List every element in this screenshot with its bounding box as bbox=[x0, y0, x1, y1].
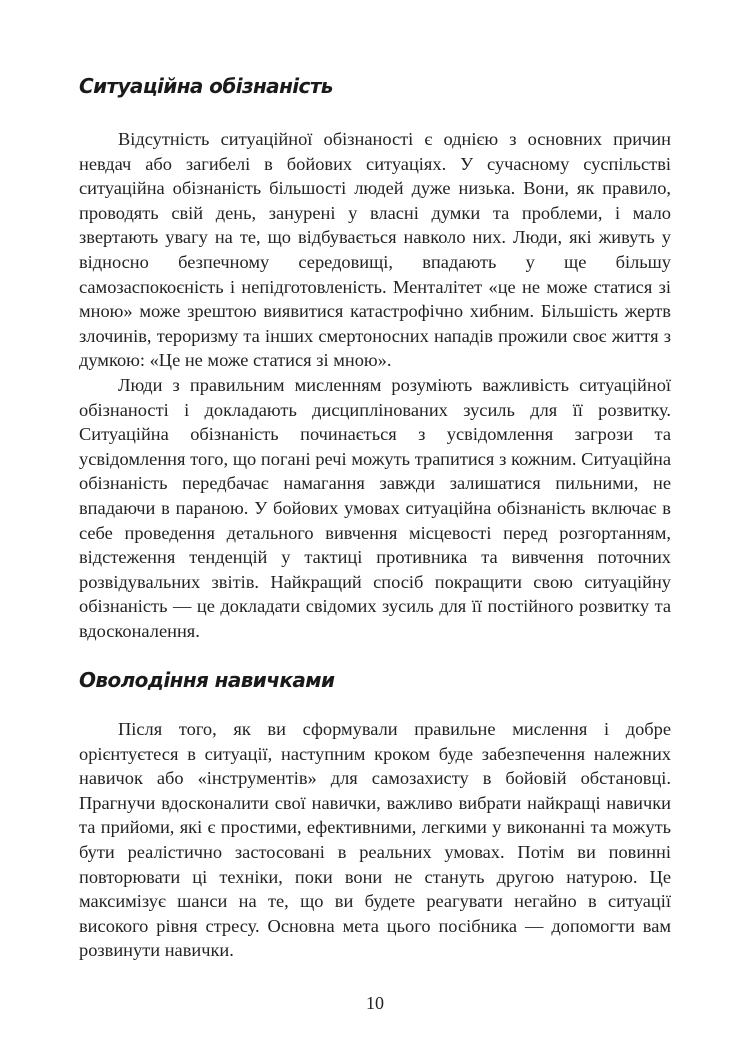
section-heading-situational-awareness: Ситуаційна обізнаність bbox=[79, 74, 333, 98]
body-paragraph: Люди з правильним мисленням розуміють важливість ситуаційної обізнаності і докладають дисциплінованих зусиль для її розвитку. Ситуаційна обізнаність починається з усвідомлення загрози та усвідомлення того, що погані речі можуть трапитися з кожним. Ситуаційна обізнаність передбачає намагання завжди залишатися пильними, не впадаючи в параною. У бойових умовах ситуаційна обізнаність включає в себе проведення детального вивчення місцевості перед розгортанням, відстеження тенденцій у тактиці противника та вивчення поточних розвідувальних звітів. Найкращий спосіб покращити свою ситуаційну обізнаність — це докладати свідомих зусиль для її постійного розвитку та вдосконалення. bbox=[79, 374, 671, 641]
body-paragraph: Відсутність ситуаційної обізнаності є однією з основних причин невдач або загибелі в бойових ситуаціях. У сучасному суспільстві ситуаційна обізнаність більшості людей дуже низька. Вони, як правило, проводять свій день, занурені у власні думки та проблеми, і мало звертають увагу на те, що відбувається навколо них. Люди, які живуть у відносно безпечному середовищі, впадають у ще більшу самозаспокоєність і непідготовленість. Менталітет «це не може статися зі мною» може зрештою виявитися катастрофічно хибним. Більшість жертв злочинів, тероризму та інших смертоносних нападів прожили своє життя з думкою: «Це не може статися зі мною». bbox=[79, 129, 671, 371]
section-heading-skill-mastery: Оволодіння навичками bbox=[79, 668, 335, 692]
body-paragraph: Після того, як ви сформували правильне мислення і добре орієнтуєтеся в ситуації, наступним кроком буде забезпечення належних навичок або «інструментів» для самозахисту в бойовій обстановці. Прагнучи вдосконалити свої навички, важливо вибрати найкращі навички та прийоми, які є простими, ефективними, легкими у виконанні та можуть бути реалістично застосовані в реальних умовах. Потім ви повинні повторювати ці техніки, поки вони не стануть другою натурою. Це максимізує шанси на те, що ви будете реагувати негайно в ситуації високого рівня стресу. Основна мета цього посібника — допомогти вам розвинути навички. bbox=[79, 719, 671, 961]
section-body-skill-mastery bbox=[79, 717, 671, 963]
page-number: 10 bbox=[366, 993, 384, 1013]
section-body-situational-awareness bbox=[79, 127, 671, 643]
